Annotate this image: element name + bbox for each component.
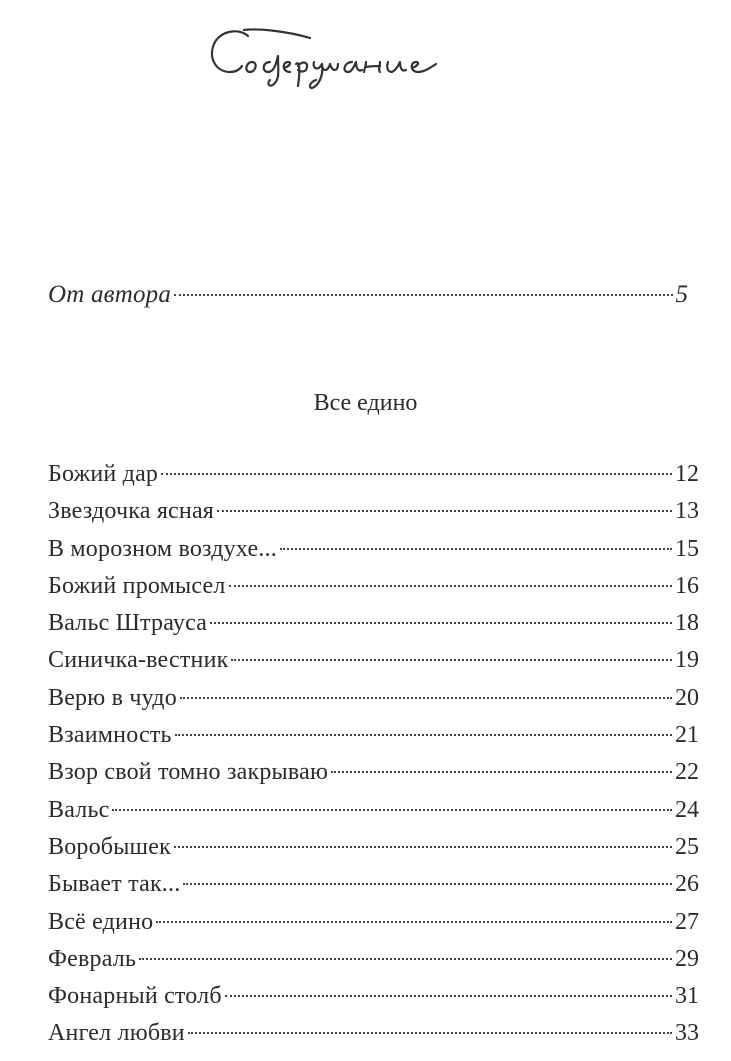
toc-entry-title: Ангел любви: [48, 1020, 185, 1047]
dot-leader: [188, 1032, 672, 1034]
toc-entry-title: Божий дар: [48, 461, 159, 487]
section-title: Все едино: [313, 390, 418, 416]
toc-entry-title: Всё едино: [48, 908, 154, 935]
toc-entry-page: 15: [675, 535, 699, 562]
toc-entry[interactable]: [48, 717, 699, 754]
toc-entry[interactable]: [48, 904, 699, 941]
toc-entry-title: От автора: [48, 281, 172, 308]
toc-entry-title: Синичка-вестник: [48, 647, 229, 674]
toc-entry[interactable]: [48, 568, 699, 605]
toc-entry[interactable]: [48, 493, 699, 530]
toc-entry[interactable]: [48, 680, 699, 717]
dot-leader: [280, 548, 672, 550]
dot-leader: [174, 846, 672, 848]
toc-entry[interactable]: [48, 978, 699, 1015]
dot-leader: [331, 771, 672, 773]
toc-entry-title: Фонарный столб: [48, 983, 222, 1010]
toc-entry-page: 29: [675, 945, 699, 972]
toc-list: [48, 456, 699, 1053]
toc-entry-title: Верю в чудо: [48, 684, 177, 711]
toc-entry[interactable]: [48, 531, 699, 568]
toc-entry[interactable]: [48, 866, 699, 903]
dot-leader: [175, 734, 672, 736]
calligraphic-heading-drawing: [200, 22, 530, 92]
dot-leader: [231, 659, 672, 661]
dot-leader: [161, 473, 672, 475]
dot-leader: [112, 809, 672, 811]
dot-leader: [183, 883, 672, 885]
toc-entry-title: Воробышек: [48, 833, 171, 860]
toc-entry-title: Звездочка ясная: [48, 498, 215, 525]
toc-entry[interactable]: [48, 792, 699, 829]
toc-entry-title: Взаимность: [48, 722, 172, 749]
toc-entry[interactable]: [48, 754, 699, 791]
toc-entry[interactable]: [48, 456, 699, 493]
toc-entry-page: 21: [675, 722, 699, 749]
toc-entry-page: 16: [675, 572, 699, 599]
toc-entry-page: 12: [675, 461, 699, 487]
toc-entry[interactable]: [48, 605, 699, 642]
toc-entry[interactable]: [48, 829, 699, 866]
toc-entry-title: Бывает так...: [48, 871, 181, 898]
dot-leader: [229, 585, 672, 587]
toc-entry-page: 20: [675, 684, 699, 711]
toc-entry-page: 19: [675, 647, 699, 674]
toc-entry-page: 18: [675, 610, 699, 637]
toc-entry-page: 24: [675, 796, 699, 823]
toc-entry[interactable]: [48, 941, 699, 978]
dot-leader: [217, 510, 672, 512]
toc-entry-title: Божий промысел: [48, 572, 226, 599]
toc-entry-page: 33: [675, 1020, 699, 1047]
toc-entry-author[interactable]: [48, 280, 688, 310]
toc-entry-title: Взор свой томно закрываю: [48, 759, 329, 786]
toc-heading: [200, 22, 530, 92]
toc-entry-page: 5: [675, 281, 688, 308]
dot-leader: [139, 958, 672, 960]
toc-entry-page: 13: [675, 498, 699, 525]
toc-entry-title: Вальс Штрауса: [48, 610, 208, 637]
toc-entry-title: Вальс: [48, 796, 110, 823]
toc-entry-title: В морозном воздухе...: [48, 535, 277, 562]
toc-entry-page: 31: [675, 983, 699, 1010]
toc-entry-page: 25: [675, 833, 699, 860]
toc-entry-page: 26: [675, 871, 699, 898]
toc-entry-page: 22: [675, 759, 699, 786]
toc-entry-page: 27: [675, 908, 699, 935]
dot-leader: [156, 921, 672, 923]
toc-entry[interactable]: [48, 1015, 699, 1052]
dot-leader: [180, 697, 672, 699]
dot-leader: [174, 294, 672, 296]
toc-entry-title: Февраль: [48, 945, 137, 972]
dot-leader: [225, 995, 672, 997]
dot-leader: [210, 622, 672, 624]
toc-entry[interactable]: [48, 642, 699, 679]
